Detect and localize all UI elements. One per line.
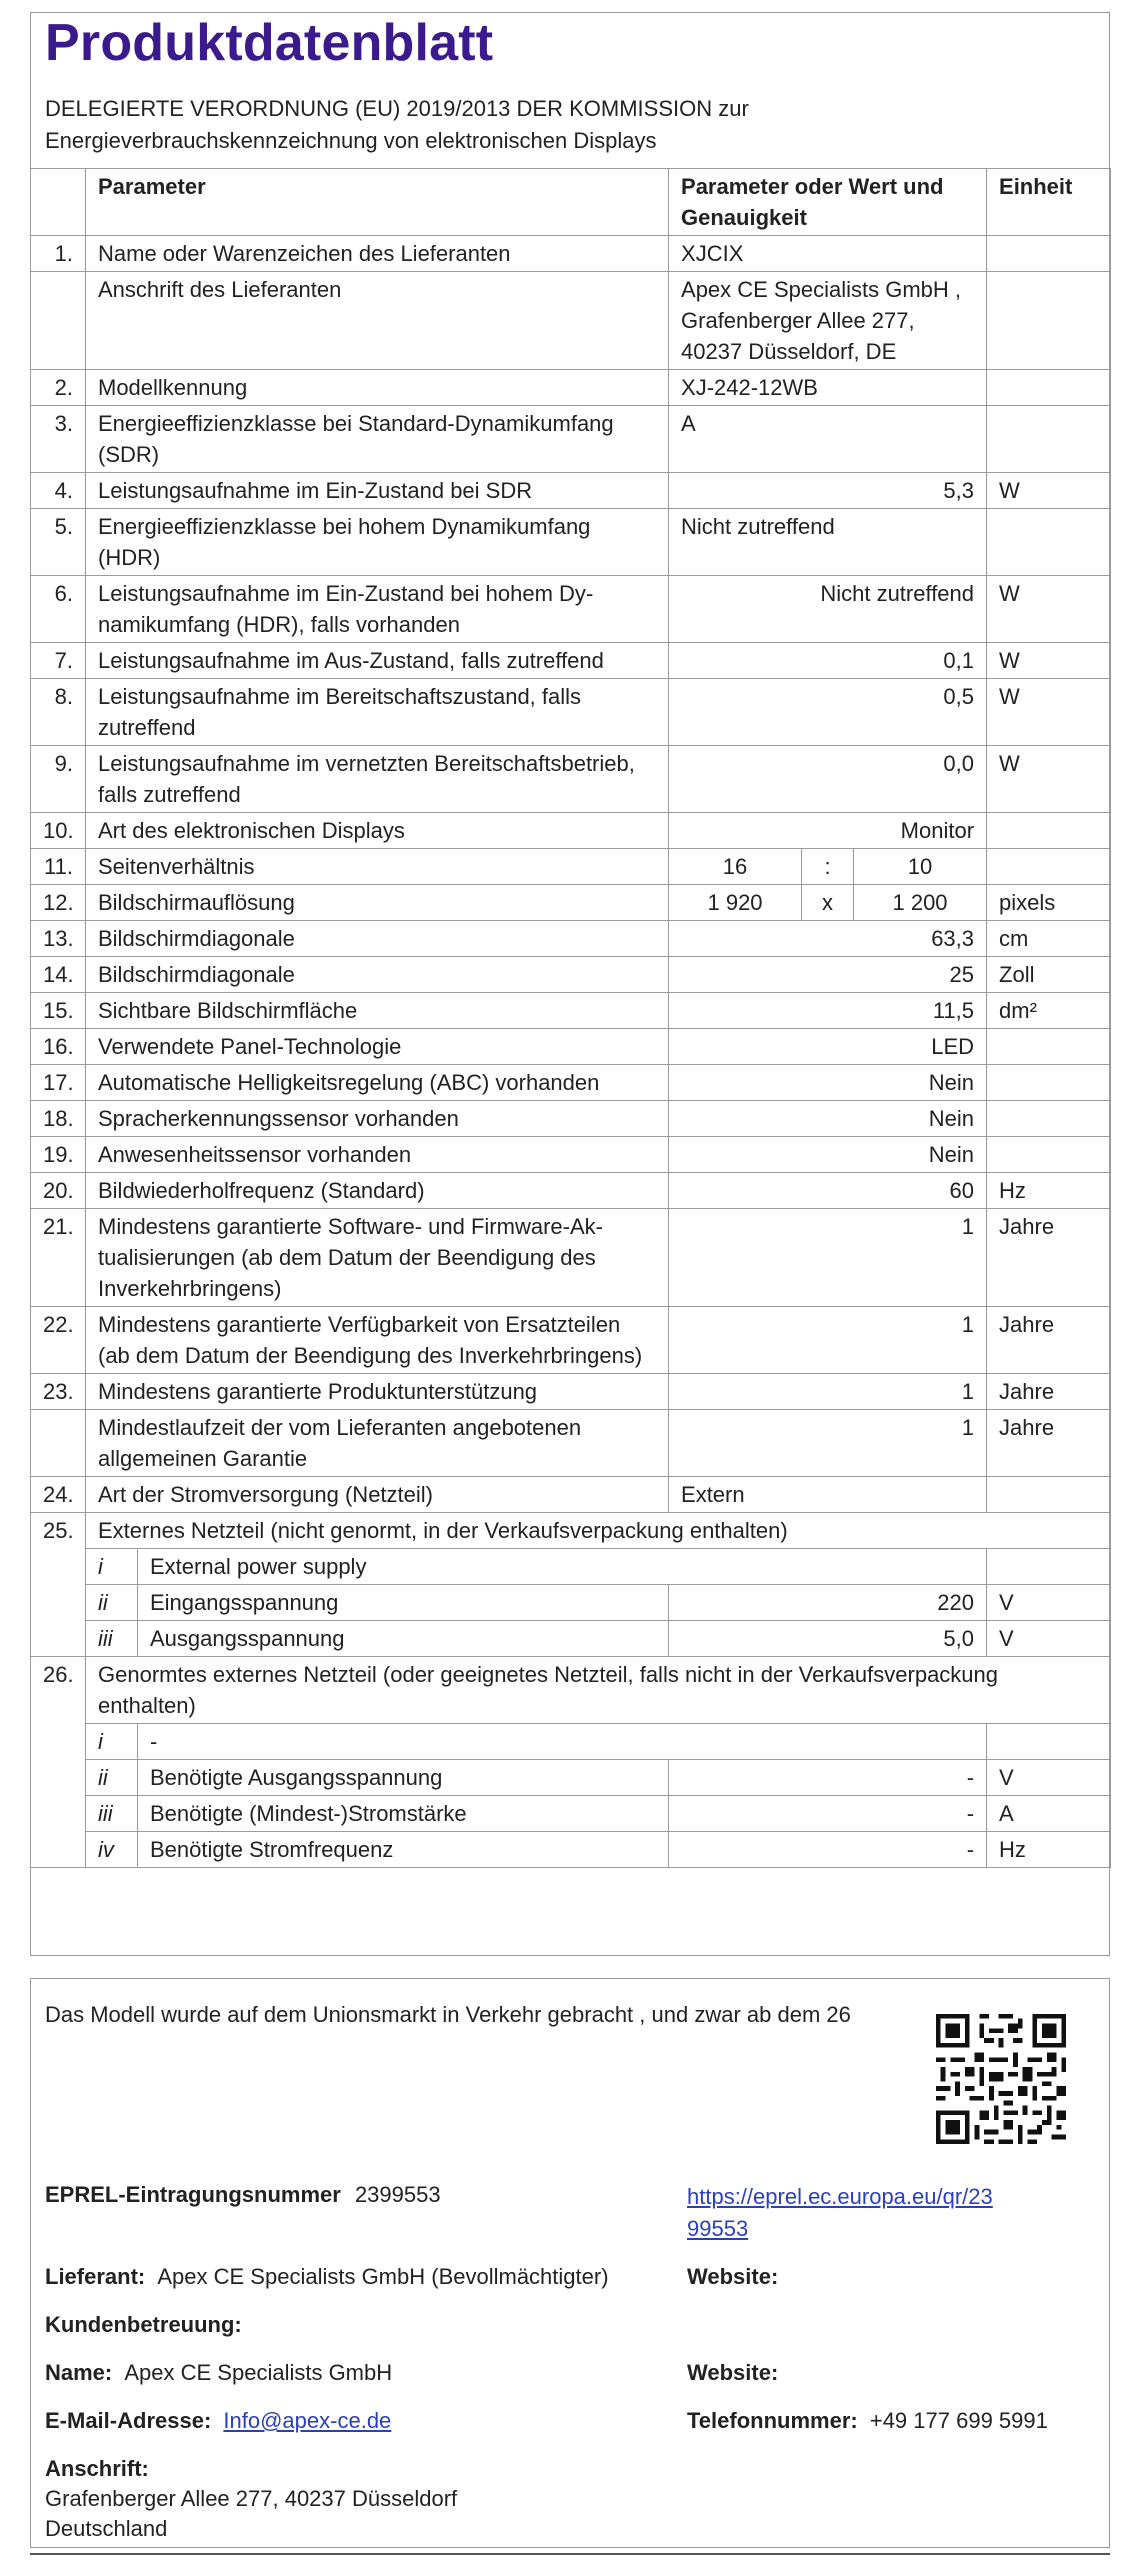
market-date-text: Das Modell wurde auf dem Unionsmarkt in Verkehr gebracht , und zwar ab dem 26	[45, 2002, 851, 2027]
table-subrow: ii Benötigte Ausgangsspannung - V	[31, 1760, 1111, 1796]
table-row: 5. Energieeffizienzklasse bei hohem Dynamikumfang (HDR) Nicht zutreffend	[31, 509, 1111, 576]
table-row: 2. Modellkennung XJ-242-12WB	[31, 370, 1111, 406]
email-row	[45, 2405, 391, 2437]
table-subrow: iv Benötigte Stromfrequenz - Hz	[31, 1832, 1111, 1868]
subtitle-line-1: DELEGIERTE VERORDNUNG (EU) 2019/2013 DER KOMMISSION zur	[45, 96, 749, 121]
table-row: 21. Mindestens garantierte Software- und Firmware-Aktualisierungen (ab dem Datum der Beendigung des Inverkehrbringens) 1 Jahre	[31, 1209, 1111, 1307]
supplier-info-box	[30, 1978, 1110, 2548]
email-link[interactable]: Info@apex-ce.de	[223, 2408, 392, 2433]
email-label: E-Mail-Adresse:	[45, 2408, 212, 2433]
table-row: 11. Seitenverhältnis 16 : 10	[31, 849, 1111, 885]
table-row: Anschrift des Lieferanten Apex CE Specialists GmbH , Grafenberger Allee 277, 40237 Düsseldorf, DE	[31, 272, 1111, 370]
subtitle-line-2: Energieverbrauchskennzeichnung von elektronischen Displays	[45, 128, 657, 153]
address-line-1: Grafenberger Allee 277, 40237 Düsseldorf	[45, 2486, 458, 2511]
website-label: Website:	[687, 2264, 779, 2289]
table-subrow: ii Eingangsspannung 220 V	[31, 1585, 1111, 1621]
eprel-link-line-2[interactable]: 99553	[687, 2216, 749, 2241]
table-row: Mindestlaufzeit der vom Lieferanten angebotenen allgemeinen Garantie 1 Jahre	[31, 1410, 1111, 1477]
phone-row	[687, 2405, 1048, 2437]
table-subrow: iii Ausgangsspannung 5,0 V	[31, 1621, 1111, 1657]
table-row: 24. Art der Stromversorgung (Netzteil) Extern	[31, 1477, 1111, 1513]
table-row: 9. Leistungsaufnahme im vernetzten Bereitschaftsbetrieb, falls zutreffend 0,0 W	[31, 746, 1111, 813]
table-row: 17. Automatische Helligkeitsregelung (ABC) vorhanden Nein	[31, 1065, 1111, 1101]
supplier-row	[45, 2261, 609, 2293]
contact-name-label: Name:	[45, 2360, 113, 2385]
table-row: 18. Spracherkennungssensor vorhanden Nein	[31, 1101, 1111, 1137]
table-row: 7. Leistungsaufnahme im Aus-Zustand, falls zutreffend 0,1 W	[31, 643, 1111, 679]
header-value: Parameter oder Wert und Genauigkeit	[669, 169, 987, 236]
table-row: 20. Bildwiederholfrequenz (Standard) 60 Hz	[31, 1173, 1111, 1209]
contact-name-value: Apex CE Specialists GmbH	[124, 2360, 393, 2385]
table-row: 25. Externes Netzteil (nicht genormt, in der Verkaufsverpackung enthalten)	[31, 1513, 1111, 1549]
page-title: Produktdatenblatt	[45, 14, 494, 72]
table-row: 23. Mindestens garantierte Produktunterstützung 1 Jahre	[31, 1374, 1111, 1410]
phone-label: Telefonnummer:	[687, 2408, 858, 2433]
eprel-link-line-1[interactable]: https://eprel.ec.europa.eu/qr/23	[687, 2184, 993, 2209]
table-row: 19. Anwesenheitssensor vorhanden Nein	[31, 1137, 1111, 1173]
table-row: 8. Leistungsaufnahme im Bereitschaftszustand, falls zutreffend 0,5 W	[31, 679, 1111, 746]
table-row: 6. Leistungsaufnahme im Ein-Zustand bei hohem Dynamikumfang (HDR), falls vorhanden Nicht zutreffend W	[31, 576, 1111, 643]
table-subrow: i -	[31, 1724, 1111, 1760]
eprel-number: 2399553	[354, 2182, 441, 2207]
supplier-label: Lieferant:	[45, 2264, 146, 2289]
bottom-rule	[30, 2553, 1110, 2555]
address-label: Anschrift:	[45, 2456, 149, 2481]
address-line-2: Deutschland	[45, 2516, 168, 2541]
product-data-sheet	[30, 12, 1110, 1956]
table-subrow: iii Benötigte (Mindest-)Stromstärke - A	[31, 1796, 1111, 1832]
table-row: 4. Leistungsaufnahme im Ein-Zustand bei SDR 5,3 W	[31, 473, 1111, 509]
header-unit: Einheit	[987, 169, 1111, 236]
contact-website-label: Website:	[687, 2360, 779, 2385]
table-header-row	[31, 169, 1111, 236]
table-row: 16. Verwendete Panel-Technologie LED	[31, 1029, 1111, 1065]
table-row: 1. Name oder Warenzeichen des Lieferanten XJCIX	[31, 236, 1111, 272]
regulation-subtitle	[45, 93, 749, 157]
table-row: 13. Bildschirmdiagonale 63,3 cm	[31, 921, 1111, 957]
table-row: 15. Sichtbare Bildschirmfläche 11,5 dm²	[31, 993, 1111, 1029]
eprel-label: EPREL-Eintragungsnummer	[45, 2182, 341, 2207]
table-row: 26. Genormtes externes Netzteil (oder geeignetes Netzteil, falls nicht in der Verkaufsverpackung enthalten)	[31, 1657, 1111, 1724]
table-subrow: i External power supply	[31, 1549, 1111, 1585]
table-row: 3. Energieeffizienzklasse bei Standard-Dynamikumfang (SDR) A	[31, 406, 1111, 473]
supplier-value: Apex CE Specialists GmbH (Bevollmächtigter)	[157, 2264, 609, 2289]
qr-code-icon[interactable]	[931, 2009, 1071, 2149]
header-parameter: Parameter	[86, 169, 669, 236]
phone-value: +49 177 699 5991	[869, 2408, 1048, 2433]
eprel-link-block	[687, 2181, 993, 2245]
table-row: 10. Art des elektronischen Displays Monitor	[31, 813, 1111, 849]
table-row: 14. Bildschirmdiagonale 25 Zoll	[31, 957, 1111, 993]
table-row: 22. Mindestens garantierte Verfügbarkeit von Ersatzteilen (ab dem Datum der Beendigung des Inverkehrbringens) 1 Jahre	[31, 1307, 1111, 1374]
eprel-row	[45, 2179, 441, 2211]
customer-support-label: Kundenbetreuung:	[45, 2312, 242, 2337]
table-row: 12. Bildschirmauflösung 1 920 x 1 200 pixels	[31, 885, 1111, 921]
spec-table	[30, 168, 1111, 1868]
contact-name-row	[45, 2357, 392, 2389]
